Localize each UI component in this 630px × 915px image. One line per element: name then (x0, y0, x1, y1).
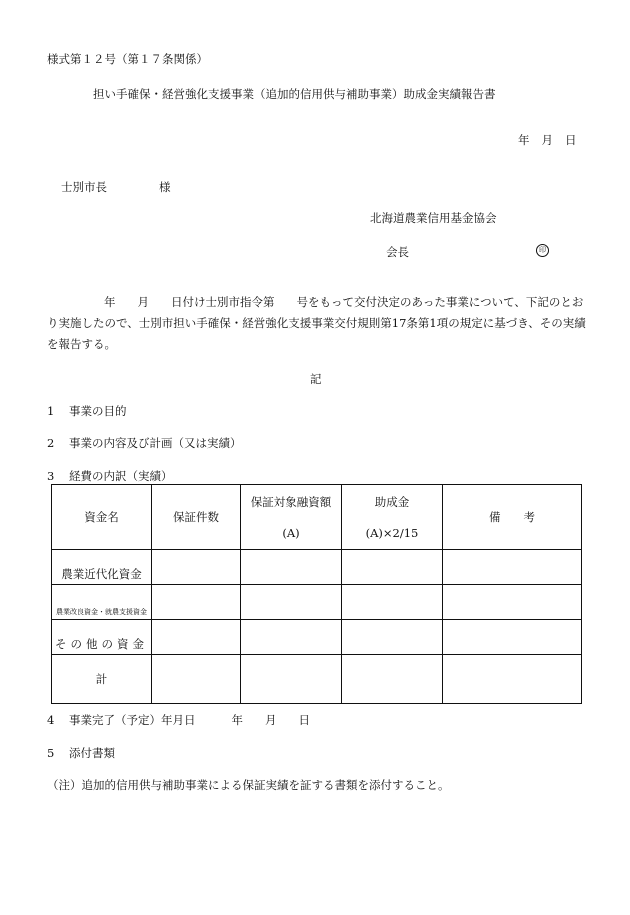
item-4-month: 月 (265, 713, 277, 727)
table-cell (152, 585, 241, 620)
body-year: 年 (104, 295, 116, 309)
table-row (52, 620, 582, 655)
item-2-number: 2 (47, 436, 55, 450)
table-cell (342, 550, 443, 585)
table-cell (342, 585, 443, 620)
table-cell (241, 550, 342, 585)
body-text (47, 292, 587, 355)
item-3 (47, 469, 173, 484)
item-3-label: 経費の内訳（実績） (69, 469, 173, 483)
table-cell (443, 585, 582, 620)
table-header-row (52, 485, 582, 550)
header-guarantee-amount-sub: (A) (282, 526, 300, 540)
header-guarantee-amount-label: 保証対象融資額 (250, 495, 332, 509)
item-5 (47, 746, 115, 761)
row-label-modernization: 農業近代化資金 (52, 550, 152, 585)
table-cell (152, 550, 241, 585)
form-number: 様式第１２号（第１７条関係） (47, 52, 208, 66)
item-4-label: 事業完了（予定）年月日 (69, 713, 196, 727)
item-4-day: 日 (298, 713, 310, 727)
table-row (52, 550, 582, 585)
table-cell (241, 585, 342, 620)
table-cell (342, 655, 443, 704)
table-row (52, 655, 582, 704)
header-subsidy-sub: (A)×2/15 (365, 526, 419, 540)
item-1-label: 事業の目的 (69, 404, 127, 418)
addressee-suffix: 様 (159, 180, 171, 194)
table-cell (152, 655, 241, 704)
item-5-number: 5 (47, 746, 55, 760)
seal-mark: 印 (536, 244, 549, 257)
body-day-part: 日付け士別市指令第 (171, 295, 275, 309)
date-year: 年 (518, 133, 530, 147)
row-label-improvement: 農業改良資金・就農支援資金 (52, 585, 152, 620)
cost-breakdown-table (51, 484, 582, 704)
document-title: 担い手確保・経営強化支援事業（追加的信用供与補助事業）助成金実績報告書 (93, 87, 496, 101)
table-cell (342, 620, 443, 655)
row-label-other: その他の資金 (52, 620, 152, 655)
header-guarantee-count: 保証件数 (152, 485, 241, 550)
header-guarantee-amount (241, 485, 342, 550)
addressee-name: 士別市長 (61, 180, 107, 194)
table-cell (443, 550, 582, 585)
sender-title: 会長 (386, 245, 409, 259)
addressee (61, 180, 171, 195)
table-cell (241, 655, 342, 704)
body-number-part: 号をもって交付決定のあった事業について、下記のとおり実施したので、士別市担い手確保・経営強化支援事業交付規則第17条第1項の規定に基づき、その実績を報告する。 (47, 295, 586, 351)
item-1-number: 1 (47, 404, 55, 418)
sender-organization: 北海道農業信用基金協会 (370, 211, 497, 225)
item-5-label: 添付書類 (69, 746, 115, 760)
header-remarks: 備 考 (443, 485, 582, 550)
item-2 (47, 436, 242, 451)
item-4-year: 年 (231, 713, 243, 727)
item-3-number: 3 (47, 469, 55, 483)
item-2-label: 事業の内容及び計画（又は実績） (69, 436, 242, 450)
header-fund-name: 資金名 (52, 485, 152, 550)
item-4 (47, 713, 310, 728)
table-cell (152, 620, 241, 655)
date-month: 月 (541, 133, 553, 147)
date-day: 日 (565, 133, 577, 147)
ki-heading: 記 (310, 372, 322, 386)
table-cell (443, 655, 582, 704)
header-subsidy-label: 助成金 (374, 495, 410, 509)
item-1 (47, 404, 127, 419)
body-month: 月 (137, 295, 149, 309)
note-text: （注）追加的信用供与補助事業による保証実績を証する書類を添付すること。 (47, 778, 450, 792)
row-label-total: 計 (52, 655, 152, 704)
item-4-number: 4 (47, 713, 55, 727)
date-line (518, 133, 577, 148)
table-cell (241, 620, 342, 655)
table-row (52, 585, 582, 620)
table-cell (443, 620, 582, 655)
header-subsidy (342, 485, 443, 550)
